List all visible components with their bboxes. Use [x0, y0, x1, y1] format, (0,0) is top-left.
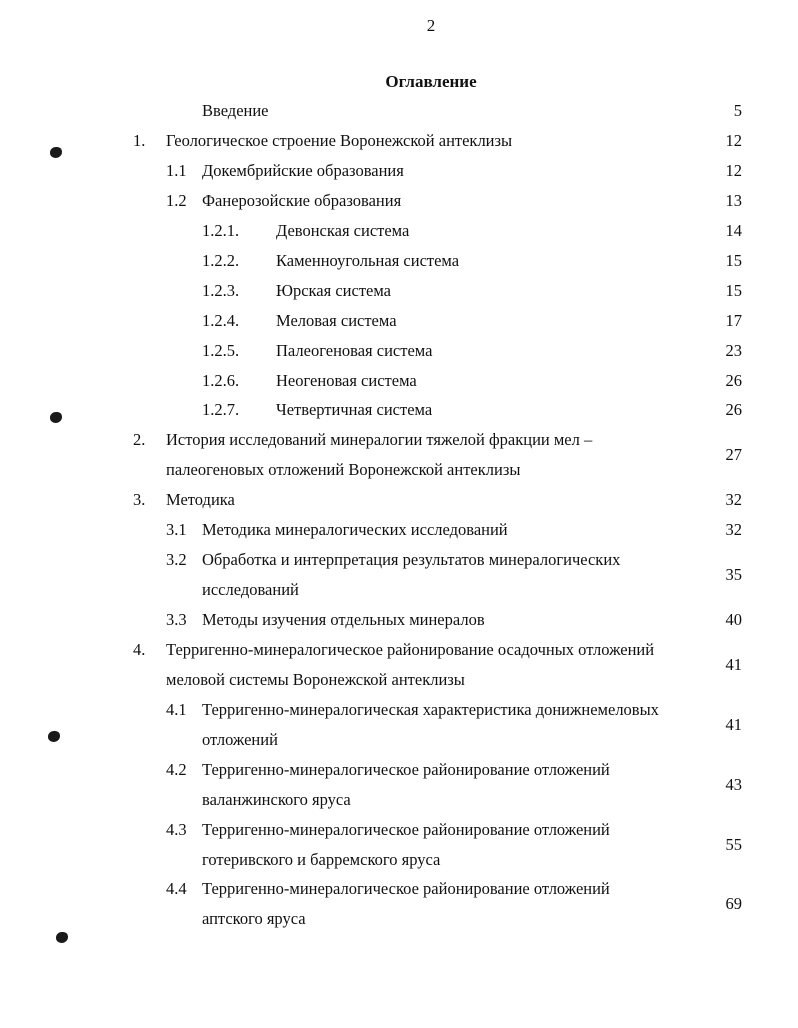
- toc-entry-title-line: Терригенно-минералогическое районирование осадочных отложений: [166, 640, 655, 659]
- toc-entry-title-line: Неогеновая система: [276, 371, 417, 390]
- toc-entry-page: 41: [725, 655, 742, 674]
- toc-entry-page: 32: [725, 520, 742, 539]
- toc-entry-title-line: Терригенно-минералогическое районирование отложений: [202, 760, 610, 779]
- toc-entry-title-line: Методика: [166, 490, 235, 509]
- toc-entry-title-line: Терригенно-минералогическое районирование отложений: [202, 820, 610, 839]
- toc-entry-title-line: История исследований минералогии тяжелой фракции мел –: [166, 430, 593, 449]
- toc-entry-page: 17: [725, 311, 742, 330]
- toc-entry-title-line: Терригенно-минералогическая характеристика донижнемеловых: [202, 700, 659, 719]
- toc-entry-page: 32: [725, 490, 742, 509]
- toc-entry-number: 4.1: [166, 700, 187, 719]
- toc-entry-page: 14: [725, 221, 742, 240]
- toc-entry-page: 41: [725, 715, 742, 734]
- toc-entry-number: 1.2.4.: [202, 311, 240, 330]
- toc-entry-page: 26: [725, 371, 742, 390]
- toc-entry-page: 27: [725, 445, 742, 464]
- toc-entry-title-line: Каменноугольная система: [276, 251, 460, 270]
- toc-entry-number: 3.3: [166, 610, 187, 629]
- toc-entry-number: 1.2.7.: [202, 400, 240, 419]
- toc-entry-page: 5: [733, 101, 742, 120]
- toc-entry-number: 1.2.3.: [202, 281, 240, 300]
- toc-entry-title-line: Методика минералогических исследований: [202, 520, 508, 539]
- toc-entry-number: 4.3: [166, 820, 187, 839]
- punch-hole-mark: [48, 731, 60, 742]
- toc-entry-title-line: Меловая система: [276, 311, 397, 330]
- toc-entry-title-line: Терригенно-минералогическое районирование отложений: [202, 879, 610, 898]
- toc-entry-number: 2.: [133, 430, 146, 449]
- toc-entry-number: 4.: [133, 640, 146, 659]
- toc-entry-title-line: меловой системы Воронежской антеклизы: [166, 670, 465, 689]
- toc-entry-title-line: Фанерозойские образования: [202, 191, 402, 210]
- toc-entry-page: 55: [725, 835, 742, 854]
- toc-entry-page: 26: [725, 400, 742, 419]
- toc-title: Оглавление: [385, 72, 477, 91]
- toc-entry-page: 15: [725, 251, 742, 270]
- toc-entry-number: 4.2: [166, 760, 187, 779]
- toc-entry-title-line: исследований: [202, 580, 299, 599]
- toc-entry-page: 40: [725, 610, 742, 629]
- toc-entry-title-line: готеривского и барремского яруса: [202, 850, 441, 869]
- punch-hole-mark: [50, 147, 62, 158]
- toc-entry-number: 4.4: [166, 879, 187, 898]
- toc-entry-page: 13: [725, 191, 742, 210]
- toc-entry-title-line: Четвертичная система: [276, 400, 433, 419]
- toc-entry-number: 1.2.2.: [202, 251, 240, 270]
- toc-entry-title-line: отложений: [202, 730, 278, 749]
- toc-entry-page: 43: [725, 775, 742, 794]
- toc-entry-page: 15: [725, 281, 742, 300]
- toc-entry-page: 12: [725, 161, 742, 180]
- toc-entry-title-line: Докембрийские образования: [202, 161, 404, 180]
- toc-entry-title-line: Методы изучения отдельных минералов: [202, 610, 485, 629]
- toc-entry-number: 1.: [133, 131, 146, 150]
- toc-entry-title-line: палеогеновых отложений Воронежской антеклизы: [166, 460, 521, 479]
- toc-entry-page: 69: [725, 894, 742, 913]
- toc-entry-title-line: валанжинского яруса: [202, 790, 351, 809]
- toc-entry-page: 23: [725, 341, 742, 360]
- toc-entry-title-line: аптского яруса: [202, 909, 306, 928]
- toc-entry-title-line: Палеогеновая система: [276, 341, 433, 360]
- toc-entry-number: 1.2.6.: [202, 371, 240, 390]
- toc-entry-page: 12: [725, 131, 742, 150]
- punch-hole-mark: [50, 412, 62, 423]
- toc-entry-page: 35: [725, 565, 742, 584]
- toc-entry-number: 1.2.1.: [202, 221, 240, 240]
- toc-entry-number: 3.2: [166, 550, 187, 569]
- punch-hole-mark: [56, 932, 68, 943]
- toc-entry-title-line: Введение: [202, 101, 269, 120]
- toc-entry-number: 1.2.5.: [202, 341, 240, 360]
- toc-entry-number: 3.: [133, 490, 146, 509]
- toc-entry-number: 1.2: [166, 191, 187, 210]
- page-number: 2: [426, 16, 436, 35]
- toc-entry-title-line: Геологическое строение Воронежской антеклизы: [166, 131, 513, 150]
- toc-entry-number: 3.1: [166, 520, 187, 539]
- toc-entry-title-line: Обработка и интерпретация результатов минералогических: [202, 550, 621, 569]
- toc-entry-title-line: Юрская система: [276, 281, 392, 300]
- toc-entry-number: 1.1: [166, 161, 187, 180]
- toc-entry-title-line: Девонская система: [276, 221, 410, 240]
